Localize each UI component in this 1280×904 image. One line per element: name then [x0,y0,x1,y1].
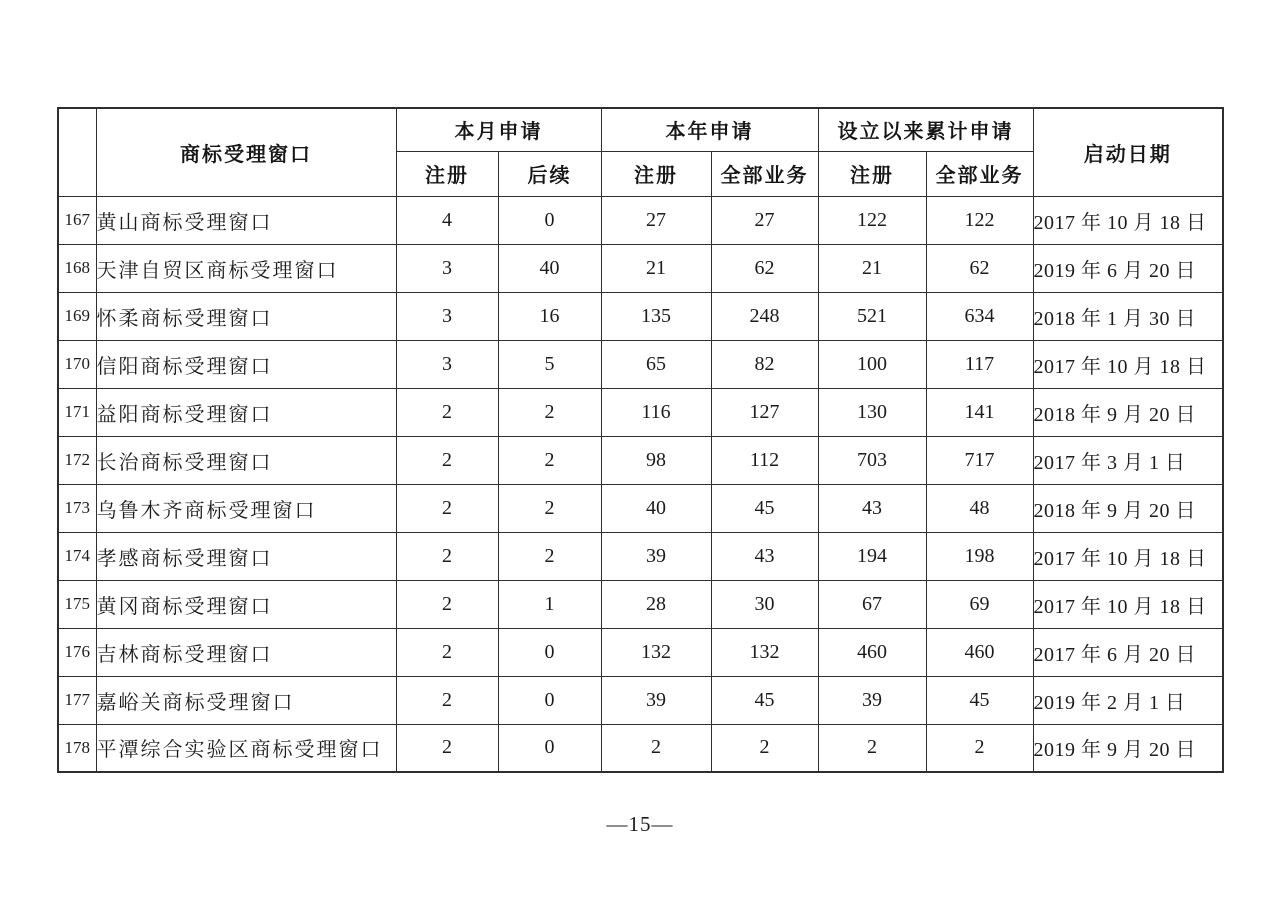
month-followup-value: 0 [498,724,601,772]
window-name: 乌鲁木齐商标受理窗口 [96,484,396,532]
cumulative-allbusiness-value: 45 [926,676,1033,724]
table-row [58,724,1223,772]
cumulative-register-value: 100 [818,340,926,388]
month-register-subheader: 注册 [396,151,498,196]
table-row [58,244,1223,292]
window-name: 长治商标受理窗口 [96,436,396,484]
year-allbusiness-value: 45 [711,676,818,724]
month-register-value: 2 [396,436,498,484]
month-applications-header: 本月申请 [396,108,601,151]
row-number-header [58,108,96,196]
month-register-value: 2 [396,628,498,676]
year-register-value: 39 [601,532,711,580]
row-number: 175 [58,580,96,628]
month-followup-value: 2 [498,436,601,484]
start-date: 2017 年 10 月 18 日 [1033,580,1223,628]
month-followup-value: 5 [498,340,601,388]
window-name: 益阳商标受理窗口 [96,388,396,436]
row-number: 167 [58,196,96,244]
row-number: 173 [58,484,96,532]
table-row [58,388,1223,436]
cumulative-allbusiness-value: 460 [926,628,1033,676]
year-allbusiness-value: 43 [711,532,818,580]
year-register-value: 27 [601,196,711,244]
month-register-value: 2 [396,580,498,628]
month-register-value: 2 [396,388,498,436]
year-register-value: 135 [601,292,711,340]
year-register-value: 98 [601,436,711,484]
year-register-value: 65 [601,340,711,388]
cumulative-allbusiness-value: 141 [926,388,1033,436]
window-name: 平潭综合实验区商标受理窗口 [96,724,396,772]
month-followup-value: 0 [498,628,601,676]
table-row [58,292,1223,340]
year-register-value: 116 [601,388,711,436]
month-followup-value: 2 [498,532,601,580]
cumulative-allbusiness-value: 48 [926,484,1033,532]
cumulative-register-value: 194 [818,532,926,580]
start-date: 2017 年 3 月 1 日 [1033,436,1223,484]
window-name: 黄山商标受理窗口 [96,196,396,244]
start-date: 2017 年 10 月 18 日 [1033,196,1223,244]
month-register-value: 2 [396,484,498,532]
cumulative-register-value: 460 [818,628,926,676]
start-date: 2017 年 10 月 18 日 [1033,532,1223,580]
month-register-value: 3 [396,292,498,340]
start-date: 2018 年 9 月 20 日 [1033,388,1223,436]
table-row [58,436,1223,484]
cumulative-register-value: 2 [818,724,926,772]
month-followup-value: 1 [498,580,601,628]
table-body [58,196,1223,772]
row-number: 171 [58,388,96,436]
window-name-header: 商标受理窗口 [96,108,396,196]
cumulative-allbusiness-value: 122 [926,196,1033,244]
month-register-value: 4 [396,196,498,244]
table-row [58,580,1223,628]
cumulative-register-value: 39 [818,676,926,724]
year-register-value: 21 [601,244,711,292]
row-number: 176 [58,628,96,676]
trademark-window-table [57,107,1224,773]
month-register-value: 2 [396,724,498,772]
month-followup-subheader: 后续 [498,151,601,196]
cumulative-register-value: 21 [818,244,926,292]
cumulative-register-value: 67 [818,580,926,628]
table-row [58,676,1223,724]
page-number: —15— [606,812,674,836]
year-register-value: 39 [601,676,711,724]
year-applications-header: 本年申请 [601,108,818,151]
year-allbusiness-value: 45 [711,484,818,532]
window-name: 信阳商标受理窗口 [96,340,396,388]
cumulative-allbusiness-value: 634 [926,292,1033,340]
table-row [58,340,1223,388]
start-date: 2017 年 6 月 20 日 [1033,628,1223,676]
row-number: 174 [58,532,96,580]
year-register-value: 132 [601,628,711,676]
year-allbusiness-value: 2 [711,724,818,772]
start-date: 2019 年 2 月 1 日 [1033,676,1223,724]
year-allbusiness-value: 127 [711,388,818,436]
cumulative-applications-header: 设立以来累计申请 [818,108,1033,151]
start-date: 2019 年 9 月 20 日 [1033,724,1223,772]
month-followup-value: 16 [498,292,601,340]
cumulative-register-value: 521 [818,292,926,340]
cumulative-allbusiness-value: 717 [926,436,1033,484]
year-allbusiness-value: 27 [711,196,818,244]
month-register-value: 2 [396,676,498,724]
year-register-subheader: 注册 [601,151,711,196]
window-name: 嘉峪关商标受理窗口 [96,676,396,724]
table-row [58,532,1223,580]
window-name: 黄冈商标受理窗口 [96,580,396,628]
table-row [58,484,1223,532]
row-number: 172 [58,436,96,484]
window-name: 孝感商标受理窗口 [96,532,396,580]
year-allbusiness-subheader: 全部业务 [711,151,818,196]
year-register-value: 2 [601,724,711,772]
row-number: 178 [58,724,96,772]
start-date: 2018 年 1 月 30 日 [1033,292,1223,340]
cumulative-allbusiness-value: 198 [926,532,1033,580]
row-number: 170 [58,340,96,388]
cumulative-allbusiness-value: 2 [926,724,1033,772]
cumulative-register-value: 130 [818,388,926,436]
cumulative-register-subheader: 注册 [818,151,926,196]
table-row [58,196,1223,244]
year-register-value: 28 [601,580,711,628]
year-allbusiness-value: 30 [711,580,818,628]
row-number: 168 [58,244,96,292]
window-name: 怀柔商标受理窗口 [96,292,396,340]
month-register-value: 3 [396,244,498,292]
cumulative-register-value: 703 [818,436,926,484]
window-name: 吉林商标受理窗口 [96,628,396,676]
cumulative-allbusiness-value: 69 [926,580,1033,628]
year-allbusiness-value: 248 [711,292,818,340]
table-row [58,628,1223,676]
start-date: 2017 年 10 月 18 日 [1033,340,1223,388]
cumulative-register-value: 43 [818,484,926,532]
row-number: 169 [58,292,96,340]
year-allbusiness-value: 132 [711,628,818,676]
month-followup-value: 0 [498,676,601,724]
start-date: 2018 年 9 月 20 日 [1033,484,1223,532]
year-register-value: 40 [601,484,711,532]
start-date: 2019 年 6 月 20 日 [1033,244,1223,292]
year-allbusiness-value: 112 [711,436,818,484]
month-register-value: 3 [396,340,498,388]
window-name: 天津自贸区商标受理窗口 [96,244,396,292]
table-header [58,108,1223,196]
year-allbusiness-value: 82 [711,340,818,388]
cumulative-allbusiness-value: 117 [926,340,1033,388]
cumulative-allbusiness-value: 62 [926,244,1033,292]
row-number: 177 [58,676,96,724]
month-followup-value: 2 [498,484,601,532]
cumulative-register-value: 122 [818,196,926,244]
year-allbusiness-value: 62 [711,244,818,292]
start-date-header: 启动日期 [1033,108,1223,196]
month-followup-value: 40 [498,244,601,292]
month-followup-value: 2 [498,388,601,436]
month-followup-value: 0 [498,196,601,244]
month-register-value: 2 [396,532,498,580]
cumulative-allbusiness-subheader: 全部业务 [926,151,1033,196]
